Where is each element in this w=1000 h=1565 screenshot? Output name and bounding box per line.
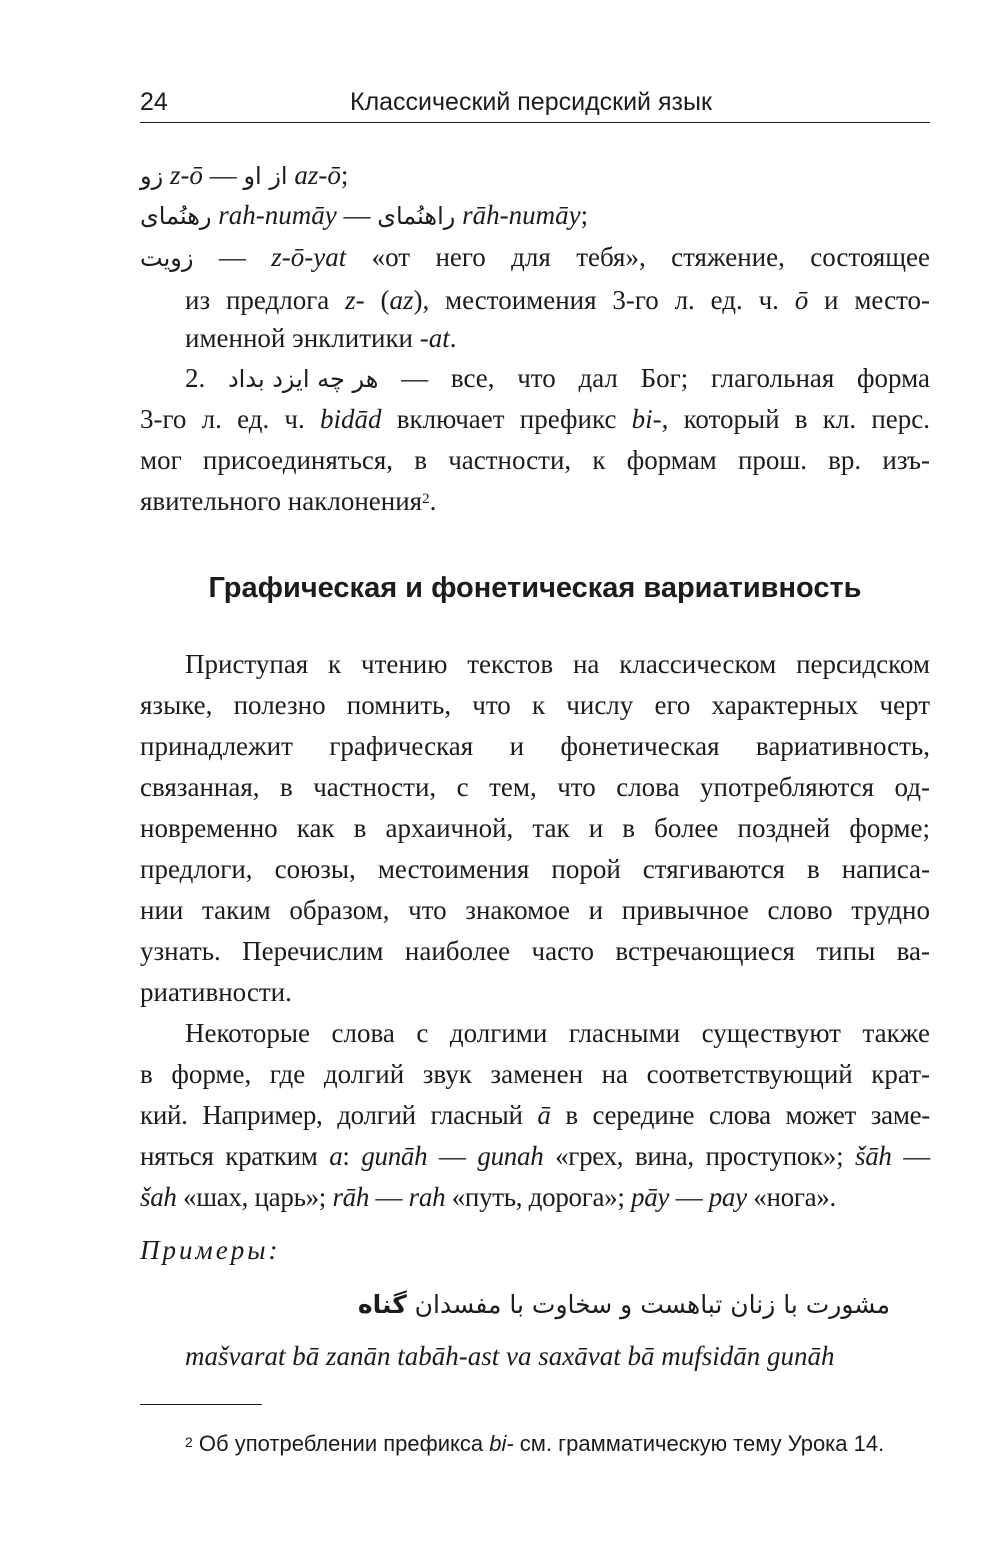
transliteration: rāh-numāy	[462, 200, 581, 230]
example-transliteration: mašvarat bā zanān tabāh-ast va saxāvat bā mufsidān gunāh	[185, 1341, 835, 1371]
paragraph-2-line: в форме, где долгий звук заменен на соответствующий крат-	[140, 1059, 930, 1089]
note-line-2: رهنُمای rah-numāy — راهنُمای rāh-numāy;	[140, 195, 930, 236]
paragraph-1-line: узнать. Перечислим наиболее часто встречающиеся типы ва-	[140, 936, 930, 966]
example-arabic: مشورت با زنان تباهست و سخاوت با مفسدان گناه	[357, 1290, 890, 1319]
paragraph-2-line: кий. Например, долгий гласный ā в середине слова может заме-	[140, 1100, 930, 1130]
note-2-line-4: явительного наклонения$^2$.	[140, 486, 437, 516]
arabic-word: زو	[140, 162, 164, 190]
transliteration: z-ō	[169, 160, 203, 190]
paragraph-2-line: няться кратким a: gunāh — gunah «грех, вина, проступок»; šāh —	[140, 1141, 931, 1171]
paragraph-1-line: Приступая к чтению текстов на классическом персидском	[185, 649, 930, 679]
paragraph-1-line: принадлежит графическая и фонетическая вариативность,	[140, 731, 930, 761]
paragraph-1-line: нии таким образом, что знакомое и привычное слово трудно	[140, 895, 930, 925]
note-2-line-3: мог присоединяться, в частности, к формам прош. вр. изъ-	[140, 445, 930, 475]
paragraph-1-line: новременно как в архаичной, так и в более поздней форме;	[140, 813, 930, 843]
arabic-word: راهنُمای	[377, 202, 456, 230]
note-2-line-2: 3-го л. ед. ч. bidād включает префикс bi-, который в кл. перс.	[140, 404, 931, 434]
transliteration: az-ō	[294, 160, 341, 190]
note-line-4: из предлога z- (az), местоимения 3-го л. ед. ч. ō и место-	[185, 285, 930, 315]
paragraph-2-line: šah «шах, царь»; rāh — rah «путь, дорога»; pāy — pay «нога».	[140, 1182, 836, 1212]
paragraph-1-line: языке, полезно помнить, что к числу его характерных черт	[140, 690, 930, 720]
note-line-3: زويت — z-ō-yat «от него для тебя», стяжение, состоящее	[140, 237, 930, 278]
footnote: $^2$ Об употреблении префикса bi- см. грамматическую тему Урока 14.	[185, 1431, 885, 1456]
transliteration: rah-numāy	[218, 200, 337, 230]
examples-label: Примеры:	[140, 1235, 278, 1265]
arabic-word: زويت	[140, 244, 194, 272]
arabic-phrase: هر چه ایزد بداد	[227, 365, 379, 393]
arabic-word: از او	[243, 162, 288, 190]
paragraph-2-line: Некоторые слова с долгими гласными существуют также	[185, 1018, 930, 1048]
running-title: Классический персидский язык	[350, 88, 712, 116]
note-2-line-1: 2. هر چه ایزد بداد — все, что дал Бог; глагольная форма	[185, 358, 930, 399]
arabic-word: رهنُمای	[140, 202, 212, 230]
running-header	[140, 86, 930, 123]
footnote-rule	[140, 1404, 262, 1405]
paragraph-1-line: связанная, в частности, с тем, что слова употребляются од-	[140, 772, 930, 802]
paragraph-1-line: риативности.	[140, 977, 292, 1007]
page-number: 24	[140, 88, 168, 116]
footnote-ref: 2	[422, 491, 430, 507]
note-line-5: именной энклитики -at.	[185, 323, 457, 353]
note-line-1: زو z-ō — از او az-ō;	[140, 155, 930, 196]
paragraph-1-line: предлоги, союзы, местоимения порой стягиваются в написа-	[140, 854, 930, 884]
section-heading: Графическая и фонетическая вариативность	[208, 572, 862, 604]
transliteration: z-ō-yat	[271, 242, 347, 272]
